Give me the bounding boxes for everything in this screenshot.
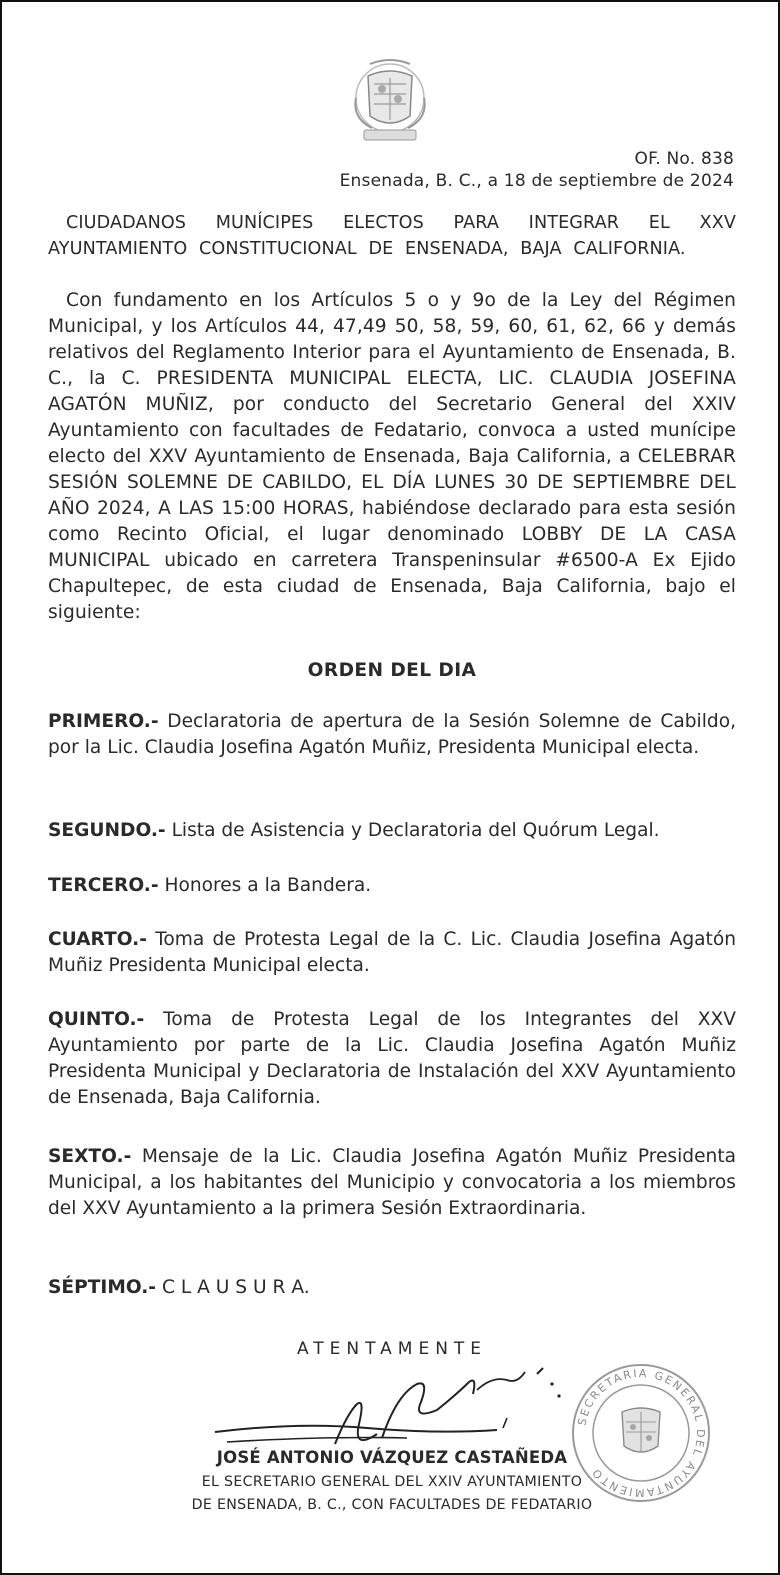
- agenda-item-text: Honores a la Bandera.: [164, 875, 372, 896]
- svg-text:SECRETARIA GENERAL DEL AYUNTAM: SECRETARIA GENERAL DEL AYUNTAMIENTO: [575, 1366, 708, 1500]
- agenda-item-label: PRIMERO.-: [48, 711, 159, 732]
- official-number: OF. No. 838: [634, 149, 734, 169]
- signer-title-line-2: DE ENSENADA, B. C., CON FACULTADES DE FEDATARIO: [191, 1497, 593, 1513]
- agenda-item-text: Lista de Asistencia y Declaratoria del Quórum Legal.: [171, 820, 660, 841]
- agenda-item-label: SEGUNDO.-: [48, 820, 166, 841]
- closing-attentively: ATENTAMENTE: [296, 1339, 488, 1359]
- agenda-item-label: QUINTO.-: [48, 1009, 145, 1030]
- agenda-item-text: Mensaje de la Lic. Claudia Josefina Agatón Muñiz Presidenta Municipal, a los habitantes del Municipio y convocatoria a los miembros del XXV Ayuntamiento a la primera Sesión Extraordinaria.: [48, 1146, 736, 1219]
- agenda-item-text: Toma de Protesta Legal de la C. Lic. Claudia Josefina Agatón Muñiz Presidenta Municipal electa.: [48, 929, 736, 976]
- main-paragraph: Con fundamento en los Artículos 5 o y 9o de la Ley del Régimen Municipal, y los Artículos 44, 47,49 50, 58, 59, 60, 61, 62, 66 y demás relativos del Reglamento Interior para el Ayuntamiento de Ensenada, B. C., la C. PRESIDENTA MUNICIPAL ELECTA, LIC. CLAUDIA JOSEFINA AGATÓN MUÑIZ, por conducto del Secretario General del XXIV Ayuntamiento con facultades de Fedatario, convoca a usted munícipe electo del XXV Ayuntamiento de Ensenada, Baja California, a CELEBRAR SESIÓN SOLEMNE DE CABILDO, EL DÍA LUNES 30 DE SEPTIEMBRE DEL AÑO 2024, A LAS 15:00 HORAS, habiéndose declarado para esta sesión como Recinto Oficial, el lugar denominado LOBBY DE LA CASA MUNICIPAL ubicado en carretera Transpeninsular #6500-A Ex Ejido Chapultepec, de esta ciudad de Ensenada, Baja California, bajo el siguiente:: [48, 290, 736, 623]
- official-stamp-icon: [570, 1362, 712, 1504]
- agenda-item: [48, 1275, 736, 1301]
- agenda-item-text: Toma de Protesta Legal de los Integrantes del XXV Ayuntamiento por parte de la Lic. Claudia Josefina Agatón Muñiz Presidenta Municipal y Declaratoria de Instalación del XXV Ayuntamiento de Ensenada, Baja California.: [48, 1009, 736, 1108]
- agenda-item: [48, 818, 736, 844]
- agenda-item: [48, 873, 736, 899]
- place-date: Ensenada, B. C., a 18 de septiembre de 2024: [339, 171, 734, 191]
- reference-block: [340, 148, 734, 192]
- addressee: CIUDADANOS MUNÍCIPES ELECTOS PARA INTEGRAR EL XXV AYUNTAMIENTO CONSTITUCIONAL DE ENSENADA, BAJA CALIFORNIA.: [48, 213, 736, 259]
- signer-title-line-1: EL SECRETARIO GENERAL DEL XXIV AYUNTAMIENTO: [201, 1474, 583, 1490]
- agenda-item-text: C L A U S U R A.: [161, 1277, 310, 1298]
- agenda-item-label: TERCERO.-: [48, 875, 159, 896]
- coat-of-arms-icon: [342, 58, 438, 144]
- agenda-item: [48, 927, 736, 979]
- agenda-item: [48, 709, 736, 761]
- agenda-item-label: CUARTO.-: [48, 929, 147, 950]
- agenda-item-label: SÉPTIMO.-: [48, 1277, 157, 1298]
- agenda-item-text: Declaratoria de apertura de la Sesión Solemne de Cabildo, por la Lic. Claudia Josefina Agatón Muñiz, Presidenta Municipal electa.: [48, 711, 736, 758]
- agenda-item: [48, 1144, 736, 1222]
- agenda-item-label: SEXTO.-: [48, 1146, 132, 1167]
- signer-name: JOSÉ ANTONIO VÁZQUEZ CASTAÑEDA: [216, 1448, 568, 1467]
- agenda-heading: ORDEN DEL DIA: [307, 660, 477, 681]
- agenda-item: [48, 1007, 736, 1111]
